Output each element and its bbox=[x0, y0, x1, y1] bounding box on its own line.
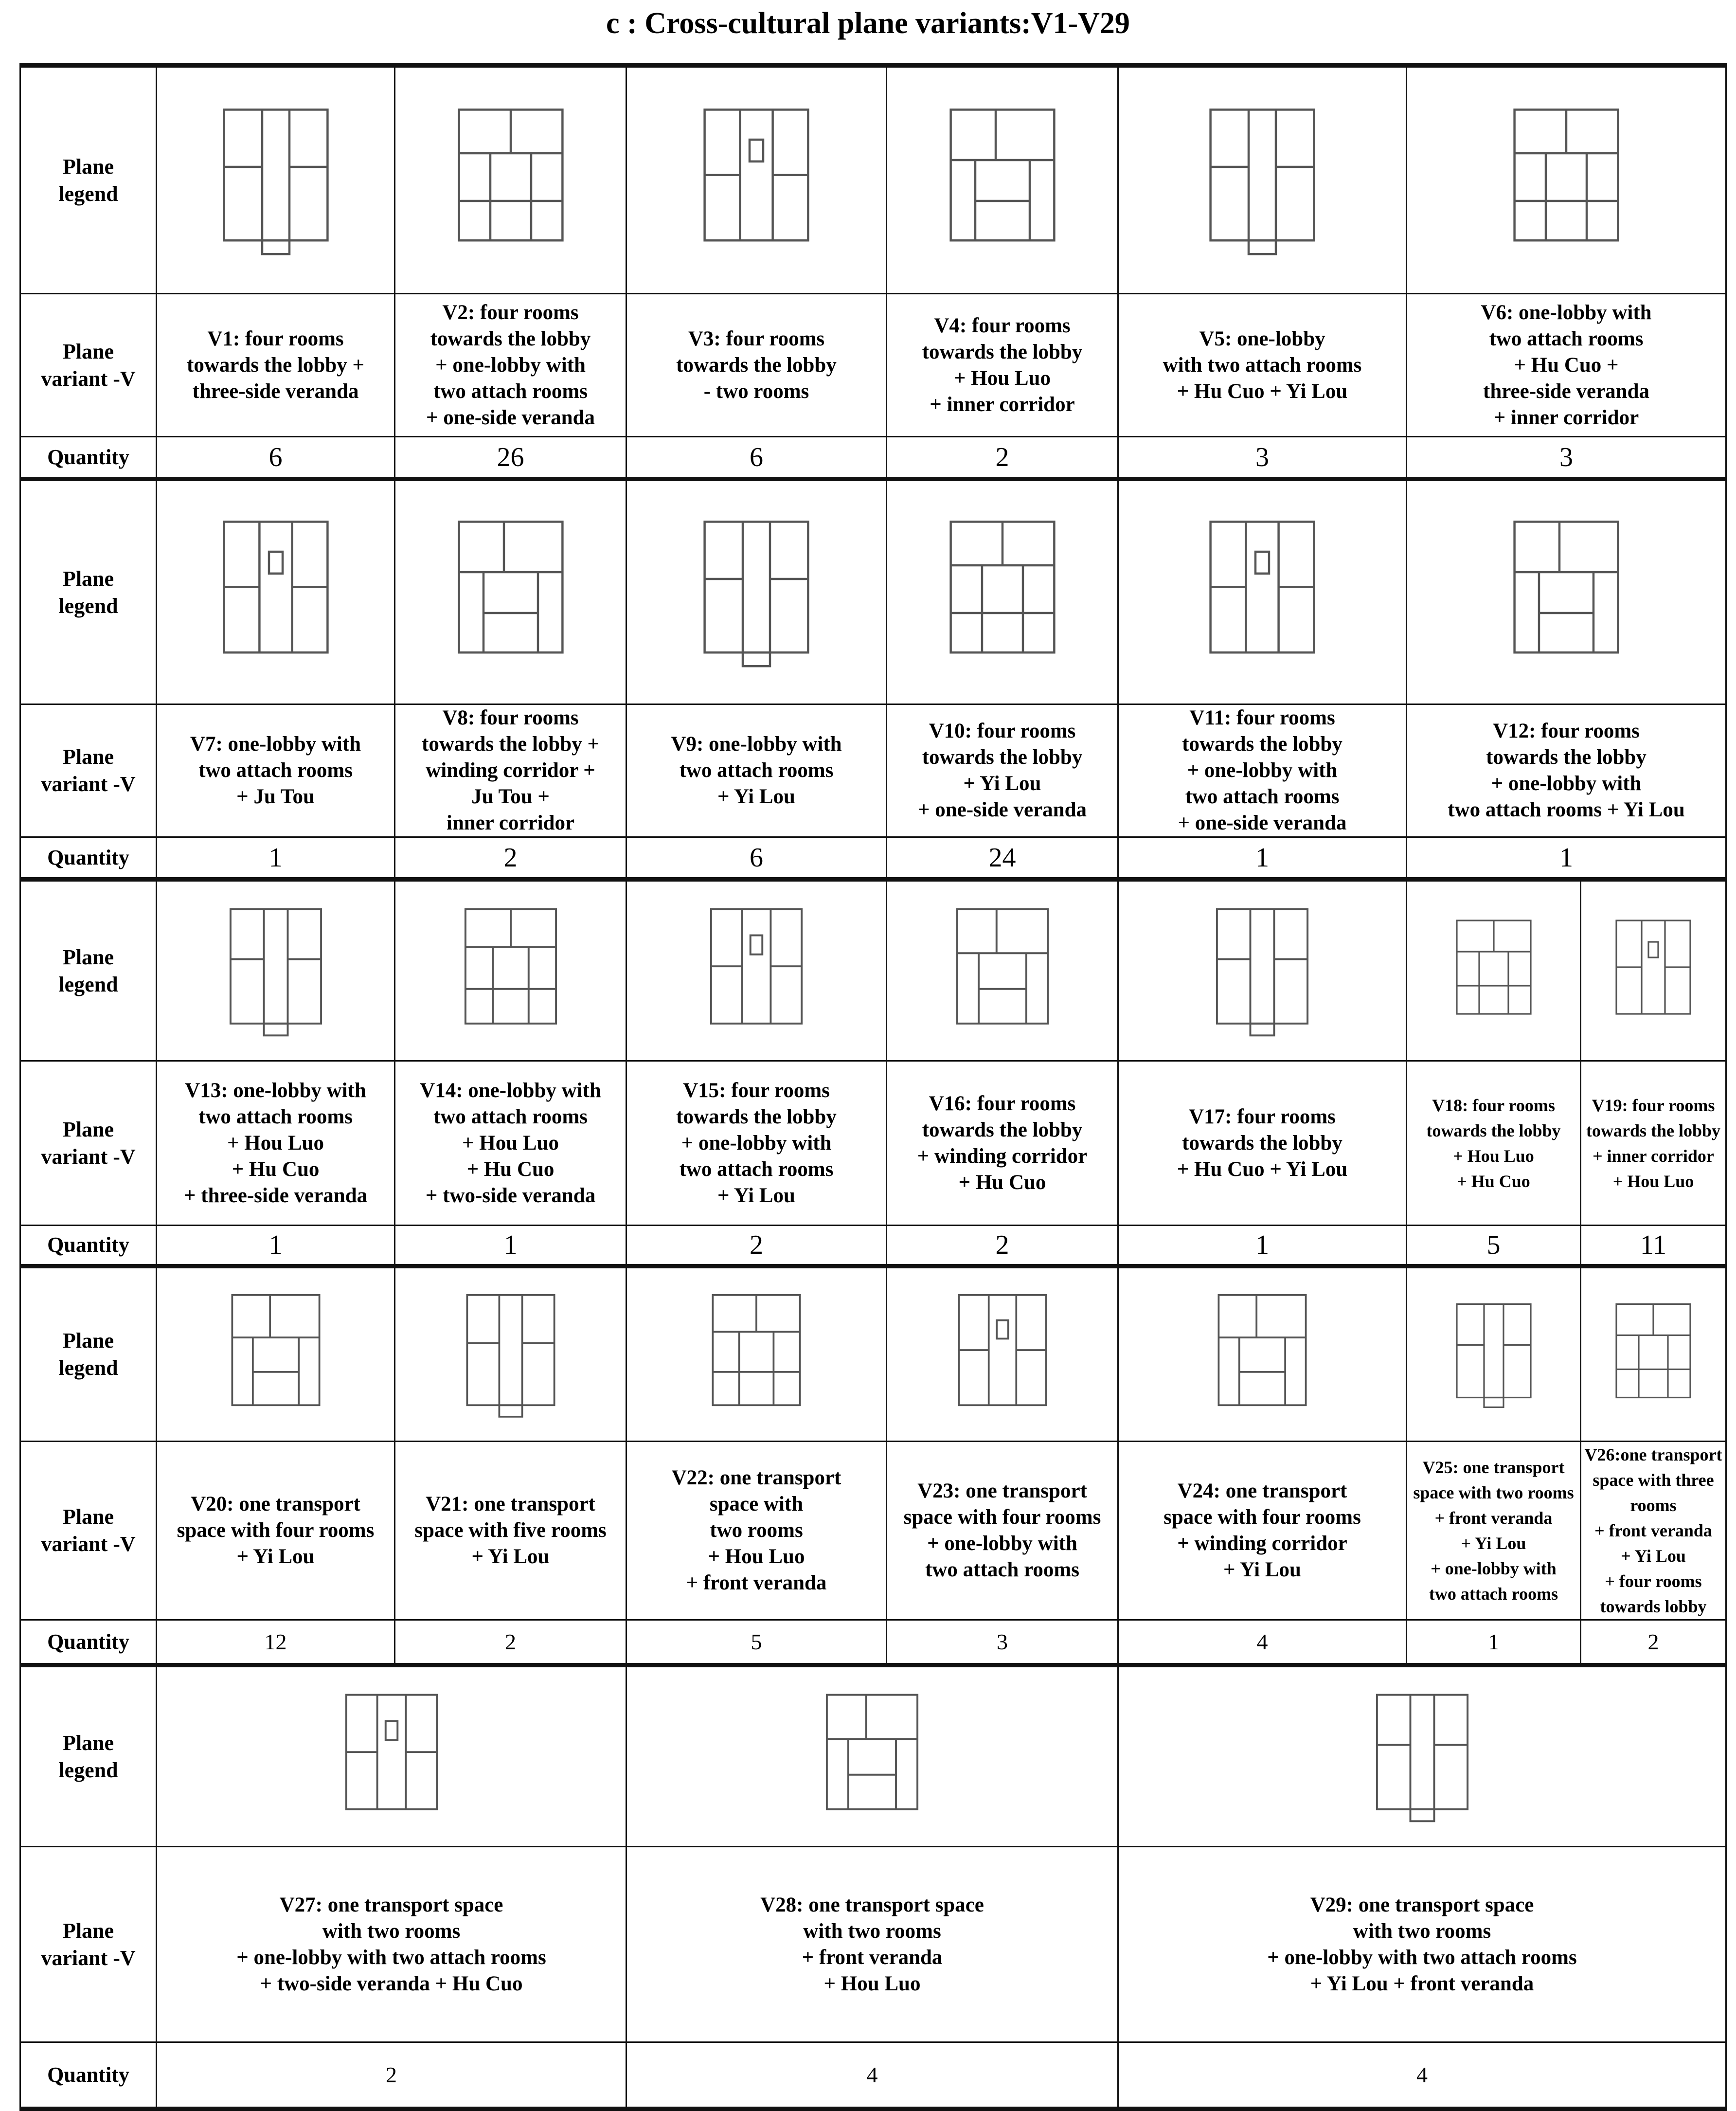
variant-line: + one-side veranda bbox=[917, 798, 1087, 821]
variant-line: + Yi Lou bbox=[1621, 1546, 1686, 1566]
variant-line: two attach rooms bbox=[925, 1558, 1079, 1581]
variant-line: + Yi Lou bbox=[236, 1545, 315, 1568]
variant-line: + Yi Lou bbox=[717, 785, 795, 808]
row-header bbox=[20, 66, 157, 294]
variant-v21-description bbox=[395, 1442, 626, 1620]
row-header bbox=[20, 1266, 157, 1442]
plane-legend-v11 bbox=[1118, 479, 1407, 704]
row-header-line: legend bbox=[58, 1356, 118, 1380]
quantity-v20: 12 bbox=[157, 1620, 395, 1665]
variant-v1-description bbox=[157, 294, 395, 437]
variant-line: + winding corridor bbox=[1177, 1532, 1347, 1555]
variant-line: with two rooms bbox=[803, 1919, 941, 1943]
quantity-v18: 5 bbox=[1407, 1226, 1581, 1266]
variant-line: + one-lobby with bbox=[681, 1131, 832, 1155]
quantity-v25: 1 bbox=[1407, 1620, 1581, 1665]
floor-plan-drawing bbox=[1445, 900, 1542, 1043]
variant-line: + inner corridor bbox=[1493, 406, 1639, 429]
quantity-row bbox=[20, 2042, 1726, 2109]
plane-legend-v29 bbox=[1118, 1665, 1726, 1847]
row-header-line: variant -V bbox=[41, 772, 136, 796]
variant-line: space with four rooms bbox=[903, 1506, 1101, 1529]
plane-legend-v3 bbox=[626, 66, 887, 294]
variant-line: V6: one-lobby with bbox=[1481, 301, 1652, 324]
variant-line: V19: four rooms bbox=[1592, 1095, 1715, 1115]
row-header-line: legend bbox=[58, 594, 118, 618]
variant-v9-description bbox=[626, 704, 887, 837]
quantity-v24: 4 bbox=[1118, 1620, 1407, 1665]
variant-line: + Yi Lou + front veranda bbox=[1310, 1972, 1534, 1995]
variant-line: + Hou Luo bbox=[462, 1131, 559, 1155]
variant-v23-description bbox=[887, 1442, 1118, 1620]
quantity-v21: 2 bbox=[395, 1620, 626, 1665]
row-header-line: Quantity bbox=[47, 1629, 129, 1654]
floor-plan-drawing bbox=[1498, 90, 1634, 271]
floor-plan-drawing bbox=[688, 504, 824, 682]
plane-legend-v14 bbox=[395, 880, 626, 1061]
floor-plan-drawing bbox=[688, 90, 824, 271]
floor-plan-drawing bbox=[323, 1685, 460, 1828]
floor-plan-drawing bbox=[1605, 1286, 1702, 1424]
quantity-v14: 1 bbox=[395, 1226, 626, 1266]
variant-line: towards the lobby bbox=[922, 746, 1083, 769]
row-header-line: Plane bbox=[62, 1505, 114, 1529]
variant-line: space with bbox=[709, 1493, 804, 1516]
plane-legend-v7 bbox=[157, 479, 395, 704]
floor-plan-drawing bbox=[934, 504, 1071, 682]
variant-line: + Hou Luo bbox=[1453, 1146, 1534, 1166]
variant-line: + Hou Luo bbox=[954, 366, 1051, 390]
plane-variant-row bbox=[20, 704, 1726, 837]
row-header-line: Plane bbox=[62, 566, 114, 591]
variant-v6-description bbox=[1407, 294, 1726, 437]
row-header-line: legend bbox=[58, 181, 118, 206]
variant-line: two attach rooms bbox=[433, 1105, 588, 1128]
variant-v20-description bbox=[157, 1442, 395, 1620]
variant-line: space with three bbox=[1593, 1470, 1714, 1490]
variant-line: V1: four rooms bbox=[207, 327, 344, 350]
variant-line: + Hu Cuo bbox=[958, 1171, 1046, 1194]
quantity-v27: 2 bbox=[157, 2042, 626, 2109]
floor-plan-drawing bbox=[208, 90, 344, 271]
quantity-v6: 3 bbox=[1407, 437, 1726, 479]
variant-line: towards the lobby bbox=[1486, 746, 1647, 769]
variant-line: + Hu Cuo + Yi Lou bbox=[1177, 379, 1348, 403]
variant-line: V2: four rooms bbox=[442, 301, 579, 324]
variant-line: V23: one transport bbox=[917, 1480, 1087, 1502]
variant-line: + Hu Cuo bbox=[232, 1157, 320, 1181]
variant-line: + four rooms bbox=[1605, 1571, 1702, 1591]
variant-v11-description bbox=[1118, 704, 1407, 837]
variant-line: towards the lobby bbox=[676, 353, 837, 377]
quantity-v29: 4 bbox=[1118, 2042, 1726, 2109]
plane-legend-v19 bbox=[1581, 880, 1726, 1061]
variant-line: + inner corridor bbox=[930, 393, 1075, 416]
floor-plan-drawing bbox=[443, 504, 579, 682]
row-header-line: Quantity bbox=[47, 445, 129, 469]
floor-plan-drawing bbox=[1605, 900, 1702, 1043]
variant-line: towards the lobby bbox=[430, 327, 591, 350]
variant-line: V25: one transport bbox=[1422, 1458, 1565, 1477]
floor-plan-drawing bbox=[804, 1685, 940, 1828]
variant-line: space with four rooms bbox=[1163, 1506, 1361, 1529]
plane-variants-table bbox=[19, 63, 1727, 2111]
plane-legend-v17 bbox=[1118, 880, 1407, 1061]
plane-legend-v1 bbox=[157, 66, 395, 294]
variant-line: V22: one transport bbox=[671, 1466, 841, 1489]
variant-line: towards the lobby bbox=[676, 1105, 837, 1128]
variant-line: rooms bbox=[1630, 1496, 1677, 1515]
variant-line: three-side veranda bbox=[192, 379, 359, 403]
variant-line: V20: one transport bbox=[191, 1493, 360, 1516]
variant-line: + inner corridor bbox=[1593, 1146, 1714, 1166]
row-header bbox=[20, 880, 157, 1061]
variant-line: towards the lobby bbox=[922, 1118, 1083, 1141]
plane-legend-v13 bbox=[157, 880, 395, 1061]
variant-line: V5: one-lobby bbox=[1199, 327, 1325, 350]
quantity-v7: 1 bbox=[157, 837, 395, 880]
variant-line: + Yi Lou bbox=[717, 1184, 795, 1207]
variant-line: with two rooms bbox=[322, 1919, 461, 1943]
row-header-line: variant -V bbox=[41, 1144, 136, 1169]
floor-plan-drawing bbox=[934, 1286, 1071, 1424]
variant-v16-description bbox=[887, 1061, 1118, 1226]
variant-line: + front veranda bbox=[686, 1571, 827, 1594]
variant-v4-description bbox=[887, 294, 1118, 437]
floor-plan-drawing bbox=[1194, 90, 1330, 271]
row-header-line: legend bbox=[58, 972, 118, 996]
variant-line: two attach rooms bbox=[1489, 327, 1644, 350]
variant-v12-description bbox=[1407, 704, 1726, 837]
row-header-line: Plane bbox=[62, 945, 114, 969]
variant-line: space with two rooms bbox=[1413, 1483, 1574, 1502]
variant-v7-description bbox=[157, 704, 395, 837]
variant-line: + one-lobby with two attach rooms bbox=[236, 1946, 546, 1969]
variant-v13-description bbox=[157, 1061, 395, 1226]
variant-v25-description bbox=[1407, 1442, 1581, 1620]
floor-plan-drawing bbox=[443, 900, 579, 1043]
floor-plan-drawing bbox=[688, 900, 824, 1043]
variant-line: + Hou Luo bbox=[708, 1545, 805, 1568]
plane-legend-v12 bbox=[1407, 479, 1726, 704]
variant-line: V16: four rooms bbox=[929, 1092, 1076, 1115]
plane-legend-v18 bbox=[1407, 880, 1581, 1061]
variant-line: two attach rooms bbox=[198, 1105, 353, 1128]
floor-plan-drawing bbox=[208, 1286, 344, 1424]
row-header-line: Plane bbox=[62, 1329, 114, 1353]
plane-legend-v20 bbox=[157, 1266, 395, 1442]
row-header-line: Quantity bbox=[47, 845, 129, 869]
variant-line: + two-side veranda + Hu Cuo bbox=[260, 1972, 523, 1995]
variant-line: + winding corridor bbox=[917, 1144, 1088, 1168]
quantity-v28: 4 bbox=[626, 2042, 1118, 2109]
figure-title: c : Cross-cultural plane variants:V1-V29 bbox=[606, 7, 1130, 40]
row-header bbox=[20, 837, 157, 880]
variant-line: + one-side veranda bbox=[1178, 812, 1347, 834]
variant-line: + one-lobby with bbox=[1431, 1559, 1557, 1578]
variant-line: + Hou Luo bbox=[1612, 1171, 1694, 1191]
row-header bbox=[20, 704, 157, 837]
variant-line: two attach rooms bbox=[198, 759, 353, 782]
row-header-line: Quantity bbox=[47, 2062, 129, 2087]
quantity-v26: 2 bbox=[1581, 1620, 1726, 1665]
quantity-v9: 6 bbox=[626, 837, 887, 880]
quantity-v11: 1 bbox=[1118, 837, 1407, 880]
variant-v3-description bbox=[626, 294, 887, 437]
variant-line: V28: one transport space bbox=[760, 1893, 984, 1916]
variant-line: + one-lobby with bbox=[1491, 772, 1642, 795]
quantity-v15: 2 bbox=[626, 1226, 887, 1266]
variant-line: towards the lobby bbox=[1182, 733, 1342, 756]
variant-line: V15: four rooms bbox=[683, 1079, 830, 1102]
variant-line: + one-lobby with bbox=[927, 1532, 1077, 1555]
quantity-v2: 26 bbox=[395, 437, 626, 479]
variant-line: + Hu Cuo + Yi Lou bbox=[1177, 1157, 1348, 1181]
variant-line: V21: one transport bbox=[426, 1493, 595, 1516]
variant-v18-description bbox=[1407, 1061, 1581, 1226]
quantity-v13: 1 bbox=[157, 1226, 395, 1266]
plane-legend-v23 bbox=[887, 1266, 1118, 1442]
row-header bbox=[20, 294, 157, 437]
plane-legend-v2 bbox=[395, 66, 626, 294]
variant-line: V26:one transport bbox=[1584, 1445, 1722, 1464]
plane-legend-row bbox=[20, 479, 1726, 704]
variant-line: two attach rooms bbox=[679, 759, 834, 782]
variant-v27-description bbox=[157, 1847, 626, 2042]
row-header bbox=[20, 1061, 157, 1226]
plane-legend-v9 bbox=[626, 479, 887, 704]
variant-line: space with five rooms bbox=[414, 1519, 607, 1542]
quantity-row bbox=[20, 437, 1726, 479]
variant-line: V12: four rooms bbox=[1493, 720, 1640, 742]
quantity-row bbox=[20, 1226, 1726, 1266]
variant-line: V24: one transport bbox=[1177, 1480, 1347, 1502]
variant-line: with two rooms bbox=[1353, 1919, 1491, 1943]
row-header bbox=[20, 1620, 157, 1665]
plane-legend-v25 bbox=[1407, 1266, 1581, 1442]
variant-line: towards the lobby bbox=[922, 340, 1083, 363]
variant-line: with two attach rooms bbox=[1163, 353, 1362, 377]
quantity-v23: 3 bbox=[887, 1620, 1118, 1665]
quantity-v3: 6 bbox=[626, 437, 887, 479]
floor-plan-drawing bbox=[1194, 1286, 1330, 1424]
floor-plan-drawing bbox=[208, 504, 344, 682]
row-header-line: variant -V bbox=[41, 1946, 136, 1970]
variant-line: space with four rooms bbox=[177, 1519, 375, 1542]
floor-plan-drawing bbox=[1194, 504, 1330, 682]
variant-line: V27: one transport space bbox=[279, 1893, 503, 1916]
variant-line: two attach rooms bbox=[433, 379, 588, 403]
row-header-line: Plane bbox=[62, 1731, 114, 1755]
variant-line: towards the lobby + bbox=[422, 733, 599, 756]
variant-line: V10: four rooms bbox=[929, 720, 1076, 742]
row-header-line: Plane bbox=[62, 339, 114, 363]
row-header bbox=[20, 1442, 157, 1620]
floor-plan-drawing bbox=[934, 900, 1071, 1043]
variant-line: + Hu Cuo bbox=[1457, 1171, 1530, 1191]
row-header bbox=[20, 437, 157, 479]
variant-line: two attach rooms bbox=[679, 1157, 834, 1181]
variant-line: V11: four rooms bbox=[1189, 706, 1335, 729]
variant-line: + three-side veranda bbox=[183, 1184, 368, 1207]
plane-legend-v5 bbox=[1118, 66, 1407, 294]
variant-v28-description bbox=[626, 1847, 1118, 2042]
floor-plan-drawing bbox=[688, 1286, 824, 1424]
variant-line: + one-lobby with bbox=[435, 353, 586, 377]
variant-line: + two-side veranda bbox=[425, 1184, 596, 1207]
row-header bbox=[20, 1665, 157, 1847]
variant-line: two attach rooms bbox=[1185, 785, 1340, 808]
plane-legend-v4 bbox=[887, 66, 1118, 294]
variant-line: V18: four rooms bbox=[1432, 1095, 1555, 1115]
row-header bbox=[20, 2042, 157, 2109]
row-header-line: Quantity bbox=[47, 1233, 129, 1257]
variant-line: + Yi Lou bbox=[963, 772, 1041, 795]
variant-v24-description bbox=[1118, 1442, 1407, 1620]
variant-line: + Ju Tou bbox=[236, 785, 315, 808]
plane-variant-row bbox=[20, 1847, 1726, 2042]
variant-line: + front veranda bbox=[802, 1946, 943, 1969]
variant-v5-description bbox=[1118, 294, 1407, 437]
quantity-v1: 6 bbox=[157, 437, 395, 479]
plane-legend-v10 bbox=[887, 479, 1118, 704]
quantity-v5: 3 bbox=[1118, 437, 1407, 479]
quantity-row bbox=[20, 837, 1726, 880]
plane-legend-row bbox=[20, 66, 1726, 294]
variant-line: + one-side veranda bbox=[426, 406, 595, 429]
variant-line: two attach rooms bbox=[1429, 1584, 1558, 1604]
variant-line: towards lobby bbox=[1600, 1597, 1707, 1616]
variant-line: three-side veranda bbox=[1483, 379, 1649, 403]
plane-legend-v21 bbox=[395, 1266, 626, 1442]
variant-line: + front veranda bbox=[1434, 1508, 1553, 1528]
quantity-v19: 11 bbox=[1581, 1226, 1726, 1266]
row-header-line: Plane bbox=[62, 1918, 114, 1943]
variant-line: towards the lobby + bbox=[187, 353, 364, 377]
variant-v8-description bbox=[395, 704, 626, 837]
variant-line: + Hu Cuo + bbox=[1514, 353, 1619, 377]
quantity-row bbox=[20, 1620, 1726, 1665]
variant-line: + Hu Cuo bbox=[466, 1157, 555, 1181]
variant-line: Ju Tou + bbox=[471, 785, 550, 808]
plane-legend-row bbox=[20, 880, 1726, 1061]
plane-variant-row bbox=[20, 1442, 1726, 1620]
plane-legend-row bbox=[20, 1266, 1726, 1442]
variant-line: V9: one-lobby with bbox=[671, 733, 842, 756]
variant-v15-description bbox=[626, 1061, 887, 1226]
floor-plan-drawing bbox=[443, 90, 579, 271]
quantity-v17: 1 bbox=[1118, 1226, 1407, 1266]
row-header-line: legend bbox=[58, 1758, 118, 1782]
floor-plan-drawing bbox=[1194, 900, 1330, 1043]
variant-line: V17: four rooms bbox=[1189, 1105, 1336, 1128]
floor-plan-drawing bbox=[208, 900, 344, 1043]
variant-line: two attach rooms + Yi Lou bbox=[1448, 798, 1685, 821]
variant-line: + Hou Luo bbox=[227, 1131, 324, 1155]
variant-line: V13: one-lobby with bbox=[185, 1079, 366, 1102]
floor-plan-drawing bbox=[443, 1286, 579, 1424]
variant-line: two rooms bbox=[710, 1519, 803, 1542]
plane-variant-row bbox=[20, 294, 1726, 437]
row-header bbox=[20, 1226, 157, 1266]
plane-legend-v26 bbox=[1581, 1266, 1726, 1442]
variant-line: - two rooms bbox=[703, 379, 809, 403]
plane-legend-v6 bbox=[1407, 66, 1726, 294]
floor-plan-drawing bbox=[1354, 1685, 1490, 1828]
variant-line: winding corridor + bbox=[426, 759, 595, 782]
plane-legend-v22 bbox=[626, 1266, 887, 1442]
plane-legend-v24 bbox=[1118, 1266, 1407, 1442]
variant-line: V7: one-lobby with bbox=[190, 733, 361, 756]
variant-v10-description bbox=[887, 704, 1118, 837]
quantity-v22: 5 bbox=[626, 1620, 887, 1665]
variant-v17-description bbox=[1118, 1061, 1407, 1226]
floor-plan-drawing bbox=[1445, 1286, 1542, 1424]
plane-legend-row bbox=[20, 1665, 1726, 1847]
row-header-line: Plane bbox=[62, 745, 114, 769]
variant-v2-description bbox=[395, 294, 626, 437]
plane-variant-row bbox=[20, 1061, 1726, 1226]
row-header bbox=[20, 1847, 157, 2042]
variant-v14-description bbox=[395, 1061, 626, 1226]
variant-line: + Hou Luo bbox=[823, 1972, 921, 1995]
plane-legend-v8 bbox=[395, 479, 626, 704]
variant-line: + Yi Lou bbox=[1223, 1558, 1301, 1581]
plane-legend-v16 bbox=[887, 880, 1118, 1061]
floor-plan-drawing bbox=[1498, 504, 1634, 682]
plane-legend-v27 bbox=[157, 1665, 626, 1847]
row-header-line: Plane bbox=[62, 1117, 114, 1141]
floor-plan-drawing bbox=[934, 90, 1071, 271]
variant-line: + Yi Lou bbox=[471, 1545, 550, 1568]
quantity-v4: 2 bbox=[887, 437, 1118, 479]
plane-legend-v15 bbox=[626, 880, 887, 1061]
variant-v29-description bbox=[1118, 1847, 1726, 2042]
variant-line: V3: four rooms bbox=[688, 327, 825, 350]
row-header-line: variant -V bbox=[41, 366, 136, 391]
variant-v19-description bbox=[1581, 1061, 1726, 1226]
variant-line: + Yi Lou bbox=[1461, 1534, 1526, 1553]
variant-line: + one-lobby with bbox=[1187, 759, 1338, 782]
variant-line: inner corridor bbox=[446, 812, 575, 834]
variant-v22-description bbox=[626, 1442, 887, 1620]
row-header-line: variant -V bbox=[41, 1532, 136, 1556]
variant-line: V14: one-lobby with bbox=[420, 1079, 601, 1102]
variant-line: V29: one transport space bbox=[1310, 1893, 1534, 1916]
variant-line: + one-lobby with two attach rooms bbox=[1267, 1946, 1577, 1969]
plane-legend-v28 bbox=[626, 1665, 1118, 1847]
quantity-v8: 2 bbox=[395, 837, 626, 880]
variant-line: towards the lobby bbox=[1586, 1120, 1721, 1140]
row-header bbox=[20, 479, 157, 704]
variant-line: towards the lobby bbox=[1426, 1120, 1561, 1140]
variant-line: V8: four rooms bbox=[442, 706, 579, 729]
quantity-v12: 1 bbox=[1407, 837, 1726, 880]
quantity-v16: 2 bbox=[887, 1226, 1118, 1266]
variant-line: V4: four rooms bbox=[934, 314, 1071, 337]
row-header-line: Plane bbox=[62, 154, 114, 179]
quantity-v10: 24 bbox=[887, 837, 1118, 880]
variant-line: + front veranda bbox=[1594, 1521, 1712, 1540]
variant-line: towards the lobby bbox=[1182, 1131, 1342, 1155]
variant-v26-description bbox=[1581, 1442, 1726, 1620]
